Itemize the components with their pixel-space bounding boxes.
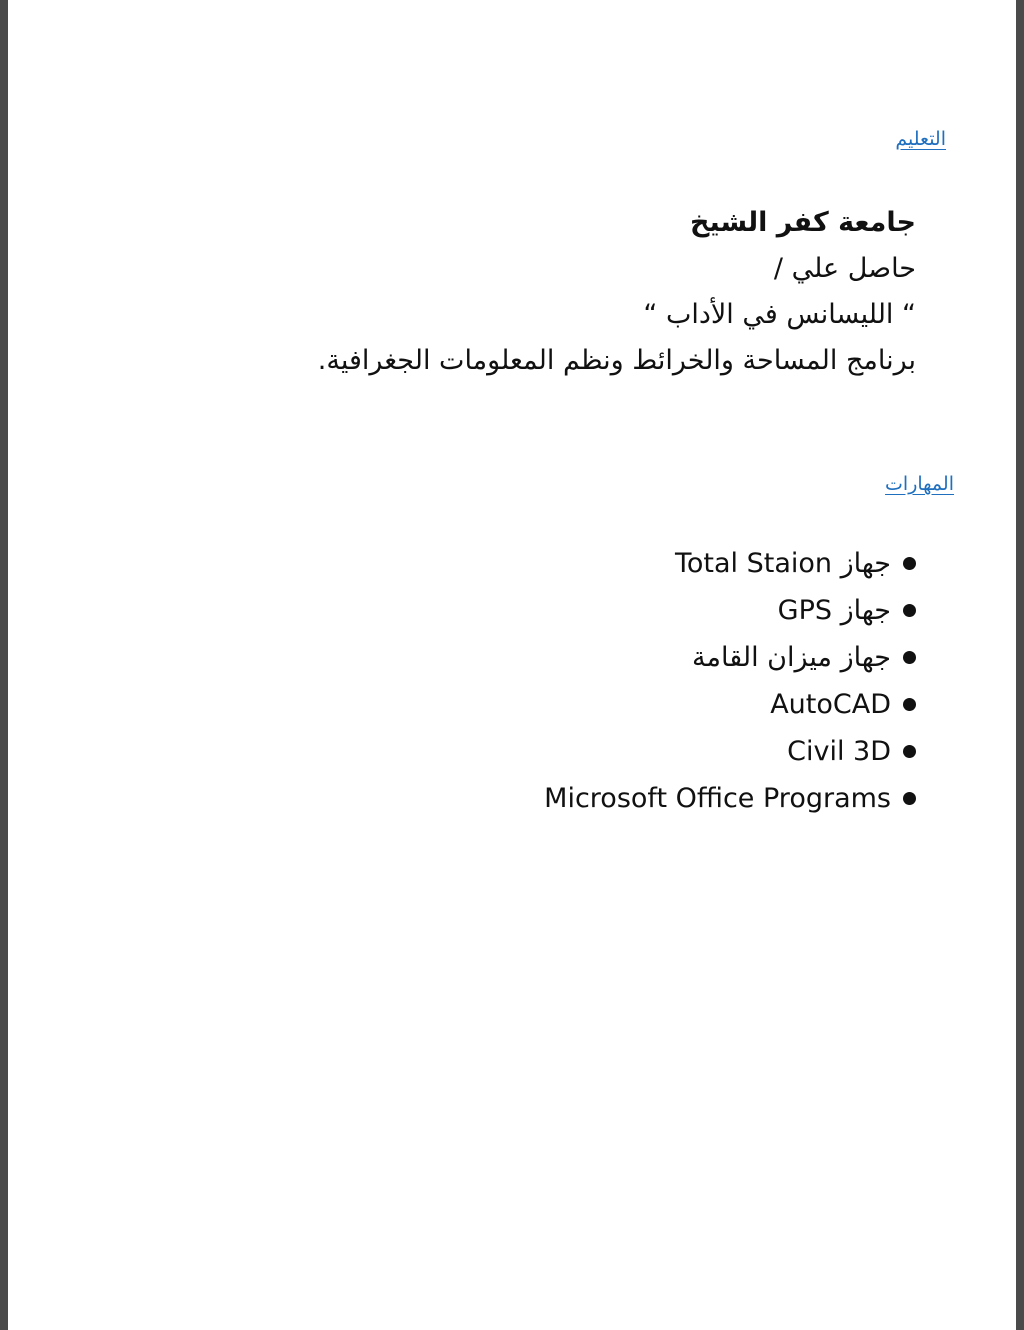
document-page (8, 0, 1016, 1330)
degree-title: “ الليسانس في الأداب “ (643, 299, 916, 330)
bullet-icon (903, 745, 916, 758)
education-heading: التعليم (895, 128, 946, 150)
education-block (318, 200, 916, 384)
skill-text: جهاز GPS (777, 595, 891, 626)
degree-intro: حاصل علي / (773, 253, 916, 284)
program-name: برنامج المساحة والخرائط ونظم المعلومات الجغرافية. (317, 345, 916, 376)
skills-heading: المهارات (885, 473, 954, 495)
skills-list (544, 540, 916, 822)
skill-text: جهاز Total Staion (674, 548, 891, 579)
list-item (544, 540, 916, 587)
skill-text: Civil 3D (787, 736, 891, 767)
list-item (544, 728, 916, 775)
university-name: جامعة كفر الشيخ (689, 207, 916, 238)
bullet-icon (903, 698, 916, 711)
list-item (544, 775, 916, 822)
bullet-icon (903, 651, 916, 664)
skill-text: AutoCAD (770, 689, 891, 720)
list-item (544, 681, 916, 728)
bullet-icon (903, 792, 916, 805)
bullet-icon (903, 604, 916, 617)
bullet-icon (903, 557, 916, 570)
list-item (544, 634, 916, 681)
skill-text: جهاز ميزان القامة (692, 642, 891, 673)
skill-text: Microsoft Office Programs (544, 783, 891, 814)
list-item (544, 587, 916, 634)
